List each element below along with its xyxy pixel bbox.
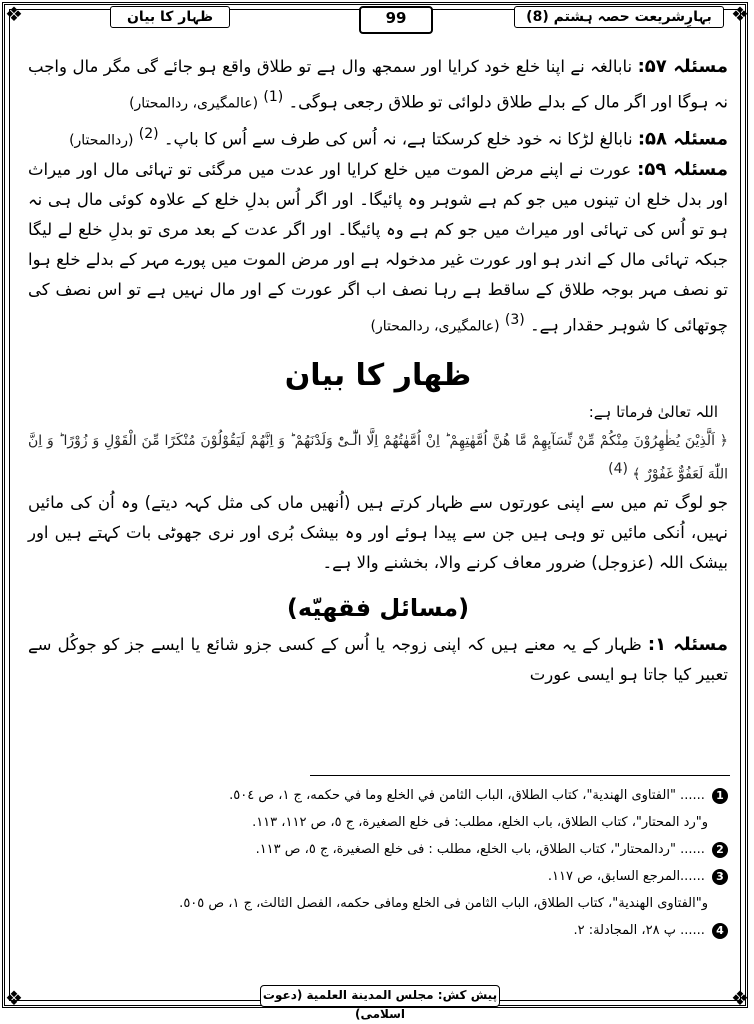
- footnote-marker: (1): [263, 89, 284, 105]
- footnote-item: [28, 836, 728, 863]
- quran-verse: [28, 427, 728, 489]
- footnote-item: [28, 809, 728, 836]
- masala-label: مسئلہ ۱:: [647, 634, 728, 656]
- masala-1: [28, 630, 728, 690]
- footnote-marker: (2): [138, 125, 159, 142]
- publisher-footer: پیش کش: مجلس المدینة العلمیة (دعوت اسلامی): [260, 985, 500, 1007]
- section-heading-2: (مسائل فقهیّه): [286, 594, 470, 623]
- masala-text: نابالغ لڑکا نہ خود خلع کرسکتا ہے، نہ اُس کی طرف سے اُس کا باپ۔: [163, 129, 633, 148]
- book-title: بہارِشریعت حصہ ہشتم (8): [514, 6, 724, 28]
- main-content: [28, 52, 728, 690]
- corner-ornament-icon: ❖: [5, 986, 23, 1010]
- section-heading: ظهار کا بیان: [284, 357, 472, 393]
- translation: جو لوگ تم میں سے اپنی عورتوں سے ظہار کرتے ہیں (اُنھیں ماں کی مثل کہہ دیتے) وہ اُن کی مائیں نہیں، اُنکی مائیں تو وہی ہیں جن سے پیدا ہوئے اور وہ بیشک بُری اور نری جھوٹی بات کہتے ہیں اور بیشک اللہ (عزوجل) ضرور معاف کرنے والا، بخشنے والا ہے۔: [28, 493, 728, 573]
- footnote-text: ...... پ ٢٨، المجادلة: ٢.: [573, 923, 705, 938]
- masala-text: ظہار کے یہ معنے ہیں کہ اپنی زوجہ یا اُس کے کسی جزو شائع یا ایسے جز کو جوکُل سے تعبیر کیا جاتا ہو ایسی عورت: [28, 635, 728, 685]
- masala-58: [28, 119, 728, 156]
- reference: (ردالمحتار): [69, 132, 134, 148]
- masala-label: مسئلہ ۵۹:: [637, 159, 728, 180]
- footnote-text: ...... "ردالمحتار"، کتاب الطلاق، باب الخلع، مطلب : فی خلع الصغيرة، ج ٥، ص ١١٣.: [255, 842, 705, 857]
- footnote-text: ......المرجع السابق، ص ١١٧.: [547, 869, 705, 884]
- masala-label: مسئلہ ۵۷:: [637, 56, 728, 77]
- footnote-text: و"رد المحتار"، کتاب الطلاق، باب الخلع، مطلب: فی خلع الصغيرة، ج ٥، ص ١١٢، ١١٣.: [252, 815, 708, 830]
- intro-line: اللہ تعالیٰ فرماتا ہے:: [588, 402, 718, 421]
- footnote-item: [28, 782, 728, 809]
- footnote-marker: (4): [608, 460, 628, 477]
- page-number: 99: [359, 6, 433, 34]
- footnote-text: ...... "الفتاوی الهندية"، کتاب الطلاق، الباب الثامن في الخلع وما في حكمه، ج ١، ص ٥٠٤.: [229, 788, 705, 803]
- ayah-text: ﴿ اَلَّذِیْنَ یُظٰهِرُوْنَ مِنْكُمْ مِّنْ نِّسَآىٕهِمْ مَّا هُنَّ اُمَّهٰتِهِمْ ؕ اِنْ اُمَّهٰتُهُمْ اِلَّا الّٰٓـىْٔ وَلَدْنَهُمْ ؕ وَ اِنَّهُمْ لَیَقُوْلُوْنَ مُنْكَرًا مِّنَ الْقَوْلِ وَ زُوْرًا ؕ وَ اِنَّ اللّٰهَ لَعَفُوٌّ غَفُوْرٌ ﴾: [28, 432, 728, 483]
- corner-ornament-icon: ❖: [731, 986, 749, 1010]
- footnote-text: و"الفتاوی الهندية"، کتاب الطلاق، الباب الثامن فی الخلع ومافی حكمه، الفصل الثالث، ج ١، ص ٥٠٥.: [179, 896, 708, 911]
- footnote-marker: (3): [504, 312, 525, 328]
- corner-ornament-icon: ❖: [5, 2, 23, 26]
- masala-text: عورت نے اپنے مرض الموت میں خلع کرایا اور عدت میں مرگئی تو تہائی مال اور میراث اور بدل خلع ان تینوں میں جو کم ہے شوہر وہ پائیگا۔ اور اگر اُس بدلِ خلع کے علاوہ کوئی مال ہی نہ ہو تو اُس کی تہائی اور میراث میں جو کم ہے وہ پائیگا۔ اور اگر عدت کے بعد مری تو بدلِ خلع لے لیگا جبکہ تہائی مال کے اندر ہو اور عورت غیر مدخولہ ہے اور مرض الموت میں پورے مہر کے بدلے خلع ہوا تو نصف مہر بوجہ طلاق کے ساقط ہے رہا نصف اب اگر عورت کے اور مال نہیں ہے تو اس نصف کی چوتھائی کا شوہر حقدار ہے۔: [28, 160, 728, 335]
- footnote-number: 3: [712, 869, 728, 885]
- page-header: [14, 4, 740, 32]
- corner-ornament-icon: ❖: [731, 2, 749, 26]
- footnote-number: 1: [712, 788, 728, 804]
- footnote-divider: [310, 775, 730, 776]
- footnote-item: [28, 863, 728, 890]
- footnotes: [28, 782, 728, 944]
- footnote-item: [28, 917, 728, 944]
- masala-text: نابالغہ نے اپنا خلع خود کرایا اور سمجھ وال ہے تو طلاق واقع ہو جائے گی مگر مال واجب نہ ہوگا اور اگر مال کے بدلے طلاق دلوائی تو طلاق رجعی ہوگی۔: [28, 57, 728, 112]
- chapter-title: ظہار کا بیان: [110, 6, 230, 28]
- masala-59: [28, 155, 728, 342]
- reference: (عالمگیری، ردالمحتار): [370, 318, 500, 335]
- footnote-number: 4: [712, 923, 728, 939]
- masala-label: مسئلہ ۵۸:: [637, 128, 728, 149]
- footnote-item: [28, 890, 728, 917]
- masala-57: [28, 52, 728, 119]
- reference: (عالمگیری، ردالمحتار): [129, 95, 259, 112]
- footnote-number: 2: [712, 842, 728, 858]
